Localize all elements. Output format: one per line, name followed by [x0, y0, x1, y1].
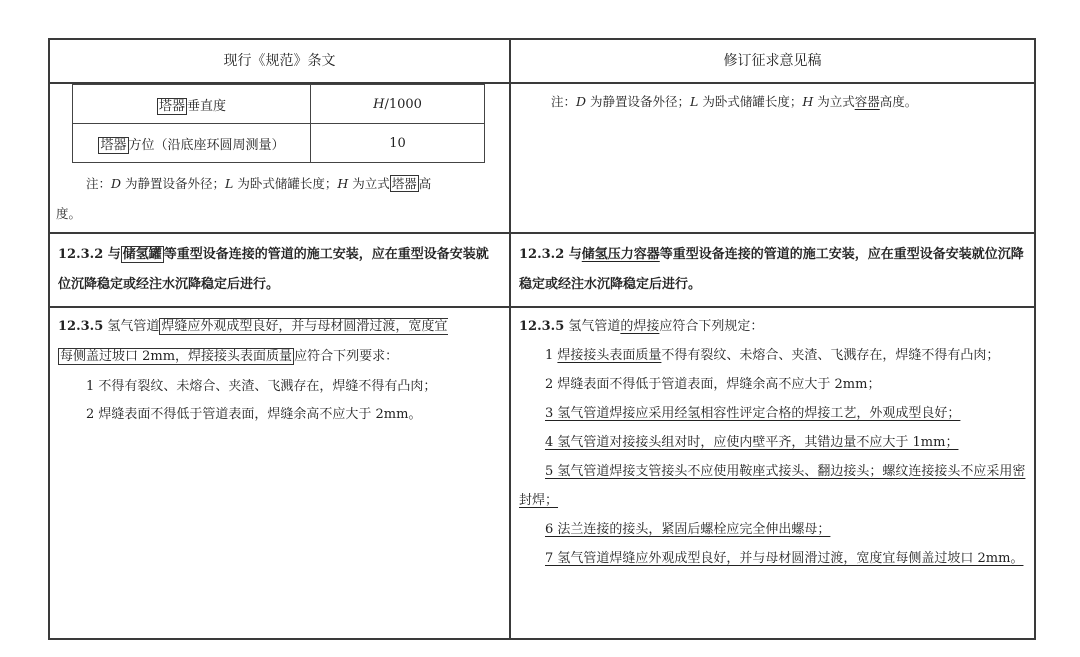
clause-number: 12.3.5 [58, 319, 104, 334]
tolerance-item-label: 垂直度 [187, 98, 227, 114]
clause-item: 5 氢气管道焊接支管接头不应使用鞍座式接头、翻边接头；螺纹连接接头不应采用密封焊； [519, 464, 1026, 508]
clause-text: 等重型设备连接的管道的施工安装，应在重型设备安装就位沉降稳定或经注水沉降稳定后进行。 [519, 247, 1024, 292]
tolerance-value [311, 124, 485, 163]
clause-item: 4 氢气管道对接接头组对时，应使内壁平齐，其错边量不应大于 1mm； [545, 435, 959, 450]
clause-text: 12.3.2 与 [519, 247, 582, 262]
note-var: D [576, 94, 587, 109]
boxed-term: 塔器 [100, 137, 127, 153]
note-text: 为卧式储罐长度； [233, 176, 338, 191]
clause-12-3-2-revised [511, 234, 1034, 306]
row2-left-cell [49, 233, 510, 307]
header-row [49, 39, 1035, 83]
note-text: 为卧式储罐长度； [698, 94, 803, 109]
note-text: 度。 [56, 206, 82, 221]
clause-intro-cont [58, 342, 501, 372]
row-12-3-5 [49, 307, 1035, 639]
clause-12-3-5-current [50, 308, 509, 434]
underlined-term: 的焊接 [620, 319, 660, 334]
row3-left-cell [49, 307, 510, 639]
row1-left-cell [49, 83, 510, 233]
tolerance-item-label: 方位（沿底座环圆周测量） [128, 137, 285, 153]
note-text: 注： [86, 176, 112, 191]
boxed-term: 储氢罐 [122, 247, 162, 262]
item-number: 1 [545, 348, 558, 363]
left-note [50, 163, 509, 199]
underlined-term: 焊接接头表面质量 [557, 348, 662, 363]
tolerance-value-rest: 10 [389, 135, 406, 151]
note-text: 为静置设备外径； [121, 176, 226, 191]
clause-item: 6 法兰连接的接头，紧固后螺栓应完全伸出螺母； [545, 522, 831, 537]
tolerance-value-rest: /1000 [384, 96, 422, 112]
clause-item: 2 焊缝表面不得低于管道表面，焊缝余高不应大于 2mm； [545, 377, 881, 392]
header-left: 现行《规范》条文 [223, 53, 336, 69]
tolerance-item [73, 85, 311, 124]
row1-right-cell [510, 83, 1035, 233]
clause-number: 12.3.5 [519, 319, 565, 334]
note-var: D [111, 176, 122, 191]
clause-text: 等重型设备连接的管道的施工安装，应在重型设备安装就位沉降稳定或经注水沉降稳定后进行。 [58, 247, 489, 292]
clause-item: 7 氢气管道焊缝应外观成型良好，并与母材圆滑过渡，宽度宜每侧盖过坡口 2mm。 [545, 551, 1024, 566]
row2-right-cell [510, 233, 1035, 307]
clause-text: 应符合下列规定： [659, 319, 764, 334]
clause-12-3-2-current [50, 234, 509, 306]
note-text: 为静置设备外径； [586, 94, 691, 109]
boxed-term: 塔器 [391, 176, 417, 191]
comparison-table [48, 38, 1036, 640]
tolerance-table [72, 84, 485, 163]
tolerance-row [73, 85, 485, 124]
underlined-term: 容器 [854, 94, 880, 109]
boxed-term: 焊缝应外观成型良好，并与母材圆滑过渡，宽度宜 [161, 319, 448, 334]
underlined-term: 储氢压力容器 [581, 247, 660, 262]
boxed-term: 每侧盖过坡口 2mm，焊接接头表面质量 [60, 349, 293, 364]
clause-text: 12.3.2 与 [58, 247, 121, 262]
clause-intro [58, 312, 501, 342]
clause-item: 1 不得有裂纹、未熔合、夹渣、飞溅存在，焊缝不得有凸肉； [86, 379, 437, 394]
tolerance-item [73, 124, 311, 163]
left-note-cont [50, 199, 509, 231]
note-text: 注： [551, 94, 577, 109]
right-note [511, 84, 1034, 120]
note-text: 为立式 [813, 94, 855, 109]
clause-text: 应符合下列要求： [294, 349, 399, 364]
clause-text: 氢气管道 [103, 319, 160, 334]
note-text: 为立式 [348, 176, 390, 191]
clause-12-3-5-revised [511, 308, 1034, 579]
tolerance-value [311, 85, 485, 124]
boxed-term: 塔器 [158, 98, 185, 114]
header-left-cell [49, 39, 510, 83]
row3-right-cell [510, 307, 1035, 639]
tolerance-row [73, 124, 485, 163]
header-right: 修订征求意见稿 [723, 53, 822, 69]
clause-item [519, 341, 1026, 370]
note-var: L [225, 176, 234, 191]
row-12-3-2 [49, 233, 1035, 307]
clause-item: 3 氢气管道焊接应采用经氢相容性评定合格的焊接工艺，外观成型良好； [545, 406, 961, 421]
note-text: 高 [418, 176, 432, 191]
clause-text: 氢气管道 [564, 319, 621, 334]
header-right-cell [510, 39, 1035, 83]
clause-text: 不得有裂纹、未熔合、夹渣、飞溅存在，焊缝不得有凸肉； [661, 348, 1000, 363]
note-var: H [802, 94, 814, 109]
note-text: 高度。 [879, 94, 918, 109]
row-notes [49, 83, 1035, 233]
note-var: H [337, 176, 349, 191]
tolerance-value-var: H [373, 96, 385, 112]
clause-item: 2 焊缝表面不得低于管道表面，焊缝余高不应大于 2mm。 [86, 407, 422, 422]
clause-intro [519, 312, 1026, 341]
note-var: L [690, 94, 699, 109]
